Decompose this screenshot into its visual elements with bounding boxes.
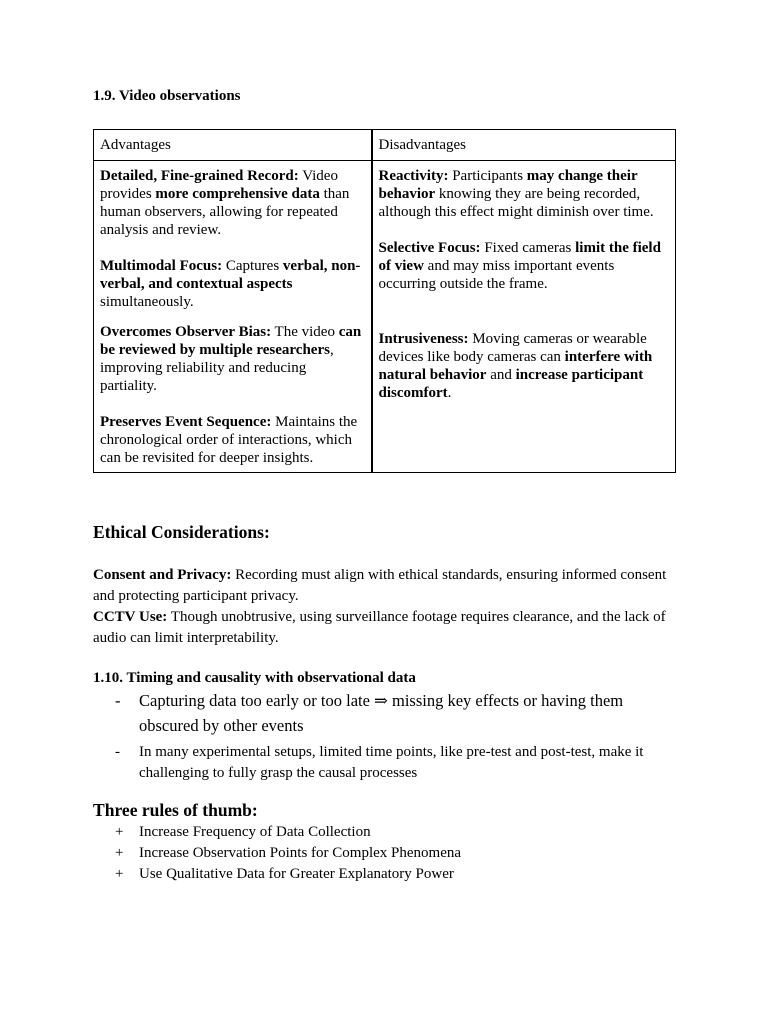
plus-marker: + <box>115 824 124 840</box>
advantage-term: Multimodal Focus: <box>100 258 223 274</box>
disadvantage-item <box>379 167 670 221</box>
ethics-term: CCTV Use: <box>93 609 168 625</box>
advantage-text: Maintains the chronological order of interactions, which can be revisited for deeper insights. <box>100 414 358 466</box>
list-item-text: Capturing data too early or too late ⇒ missing key effects or having them obscured by other events <box>139 691 624 735</box>
ethics-heading: Ethical Considerations: <box>93 522 270 542</box>
advantage-item <box>100 257 365 311</box>
section-heading-timing-causality: 1.10. Timing and causality with observational data <box>93 670 416 686</box>
advantage-term: Overcomes Observer Bias: <box>100 324 272 340</box>
list-item-text: In many experimental setups, limited time points, like pre-test and post-test, make it challenging to fully grasp the causal processes <box>139 744 644 781</box>
plus-marker: + <box>115 866 124 882</box>
disadvantage-emphasis: increase participant discomfort <box>378 367 644 401</box>
advantage-item <box>100 323 365 395</box>
list-item <box>93 688 668 738</box>
advantage-emphasis: more comprehensive data <box>155 186 320 202</box>
disadvantages-cell <box>372 161 676 473</box>
table-header-row <box>94 130 676 161</box>
disadvantage-text: and <box>486 367 516 383</box>
list-item-text: Increase Frequency of Data Collection <box>139 824 371 840</box>
dash-marker: - <box>115 744 120 760</box>
disadvantage-item <box>379 239 670 293</box>
disadvantage-text: Fixed cameras <box>480 240 576 256</box>
list-item <box>93 742 668 784</box>
disadvantage-item <box>379 330 670 402</box>
disadvantage-text: . <box>447 385 452 401</box>
advantage-emphasis: can be reviewed by multiple researchers <box>100 324 362 358</box>
advantage-text: than human observers, allowing for repeated analysis and review. <box>100 186 350 238</box>
ethics-text: Recording must align with ethical standards, ensuring informed consent and protecting participant privacy. <box>93 567 667 604</box>
advantage-item <box>100 167 365 239</box>
advantage-item <box>100 413 365 467</box>
header-advantages: Advantages <box>94 130 372 161</box>
list-item <box>93 864 668 885</box>
section-heading-video-observations: 1.9. Video observations <box>93 88 241 104</box>
disadvantage-emphasis: interfere with natural behavior <box>378 349 653 383</box>
list-item-text: Use Qualitative Data for Greater Explanatory Power <box>139 866 454 882</box>
disadvantage-term: Reactivity: <box>378 168 449 184</box>
advantage-text: Captures <box>222 258 283 274</box>
advantage-text: , improving reliability and reducing partiality. <box>100 342 334 394</box>
list-item <box>93 822 668 843</box>
list-item <box>93 843 668 864</box>
rules-list <box>93 822 668 885</box>
advantage-term: Detailed, Fine-grained Record: <box>100 168 299 184</box>
disadvantage-text: and may miss important events occurring outside the frame. <box>378 258 615 292</box>
ethics-term: Consent and Privacy: <box>93 567 232 583</box>
ethics-section <box>93 565 683 649</box>
advantage-term: Preserves Event Sequence: <box>100 414 272 430</box>
advantage-text: simultaneously. <box>100 294 194 310</box>
advantage-text: The video <box>271 324 339 340</box>
list-item-text: Increase Observation Points for Complex Phenomena <box>139 845 462 861</box>
ethics-item-cctv <box>93 607 683 649</box>
ethics-item-consent <box>93 565 683 607</box>
rules-heading: Three rules of thumb: <box>93 800 258 820</box>
header-disadvantages: Disadvantages <box>372 130 676 161</box>
advantage-text: Video provides <box>100 168 338 202</box>
disadvantage-text: Participants <box>448 168 527 184</box>
advantages-disadvantages-table <box>93 129 676 473</box>
disadvantage-term: Selective Focus: <box>378 240 481 256</box>
disadvantage-emphasis: limit the field of view <box>378 240 661 274</box>
advantages-cell <box>94 161 372 473</box>
advantage-emphasis: verbal, non-verbal, and contextual aspects <box>100 258 361 292</box>
dash-marker: - <box>115 691 121 710</box>
timing-bullet-list <box>93 688 668 784</box>
disadvantage-term: Intrusiveness: <box>378 331 469 347</box>
disadvantage-text: Moving cameras or wearable devices like body cameras can <box>378 331 647 365</box>
ethics-text: Though unobtrusive, using surveillance footage requires clearance, and the lack of audio can limit interpretability. <box>93 609 666 646</box>
table-row <box>94 161 676 473</box>
plus-marker: + <box>115 845 124 861</box>
disadvantage-emphasis: may change their behavior <box>378 168 638 202</box>
disadvantage-text: knowing they are being recorded, although this effect might diminish over time. <box>378 186 654 220</box>
